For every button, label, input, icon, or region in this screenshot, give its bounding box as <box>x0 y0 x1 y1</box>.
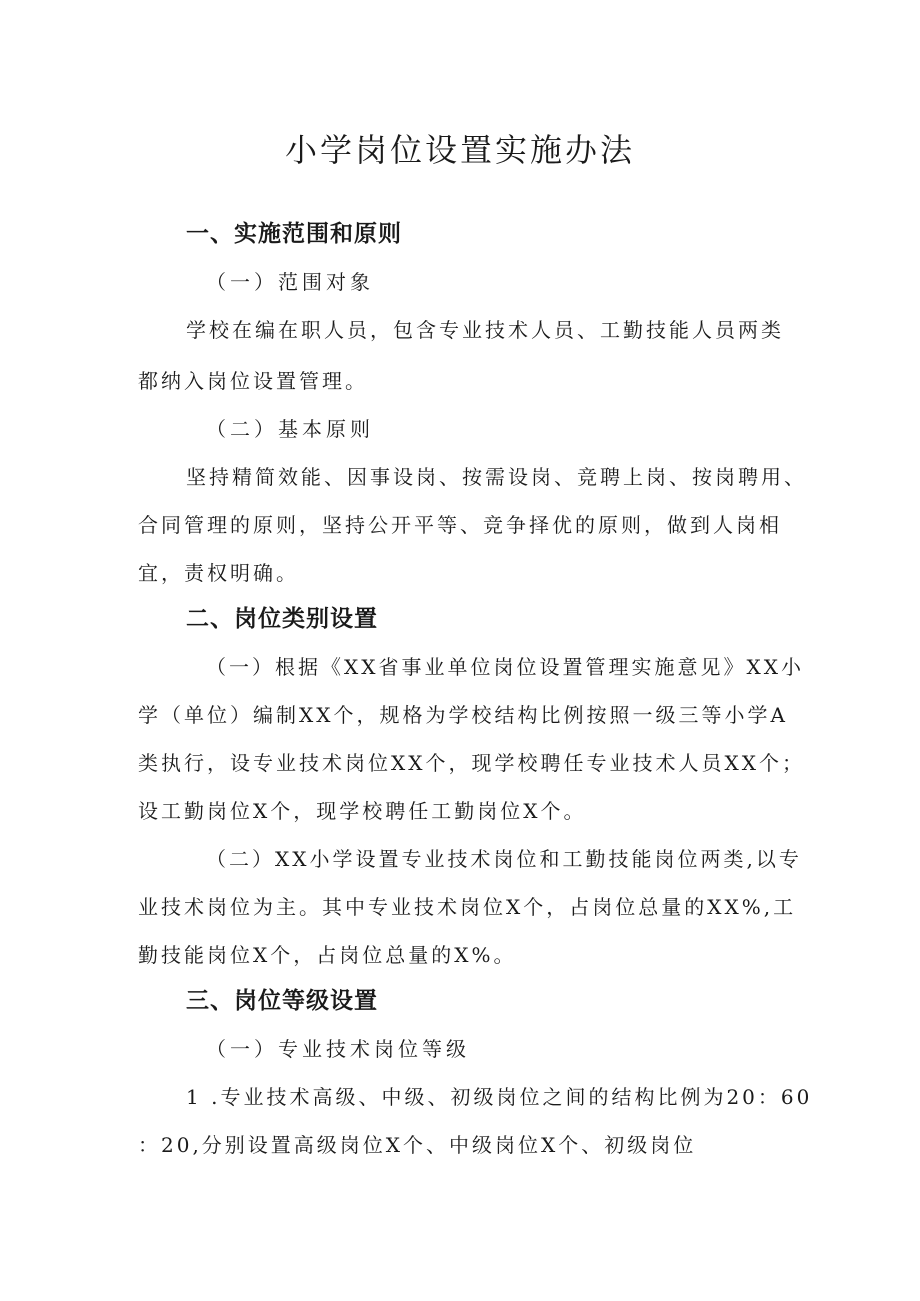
paragraph-line: 勤技能岗位X个，占岗位总量的X%。 <box>138 943 517 967</box>
paragraph-line: 坚持精简效能、因事设岗、按需设岗、竞聘上岗、按岗聘用、 <box>186 465 807 489</box>
paragraph-line: （二）XX小学设置专业技术岗位和工勤技能岗位两类,以专 <box>206 847 802 871</box>
subheading-principles: （二）基本原则 <box>206 417 374 441</box>
subheading-scope: （一）范围对象 <box>206 270 374 294</box>
paragraph-line: （一）根据《XX省事业单位岗位设置管理实施意见》XX小 <box>206 655 804 679</box>
document-title: 小学岗位设置实施办法 <box>284 131 635 169</box>
paragraph-line: 类执行，设专业技术岗位XX个，现学校聘任专业技术人员XX个； <box>138 751 805 775</box>
paragraph-line: 设工勤岗位X个，现学校聘任工勤岗位X个。 <box>138 799 587 823</box>
paragraph-line: 业技术岗位为主。其中专业技术岗位X个，占岗位总量的XX%,工 <box>138 895 797 919</box>
section-heading-2: 二、岗位类别设置 <box>186 606 378 632</box>
paragraph-line: 1 .专业技术高级、中级、初级岗位之间的结构比例为20：60 <box>186 1085 813 1109</box>
subheading-technical-levels: （一）专业技术岗位等级 <box>206 1037 470 1061</box>
paragraph-line: 合同管理的原则，坚持公开平等、竞争择优的原则，做到人岗相 <box>138 513 782 537</box>
paragraph-line: 学校在编在职人员，包含专业技术人员、工勤技能人员两类 <box>186 318 784 342</box>
section-heading-3: 三、岗位等级设置 <box>186 988 378 1014</box>
paragraph-line: 宜，责权明确。 <box>138 561 299 585</box>
paragraph-line: ：20,分别设置高级岗位X个、中级岗位X个、初级岗位 <box>138 1133 697 1157</box>
section-heading-1: 一、实施范围和原则 <box>186 221 402 247</box>
paragraph-line: 学（单位）编制XX个，规格为学校结构比例按照一级三等小学A <box>138 703 788 727</box>
paragraph-line: 都纳入岗位设置管理。 <box>138 369 368 393</box>
